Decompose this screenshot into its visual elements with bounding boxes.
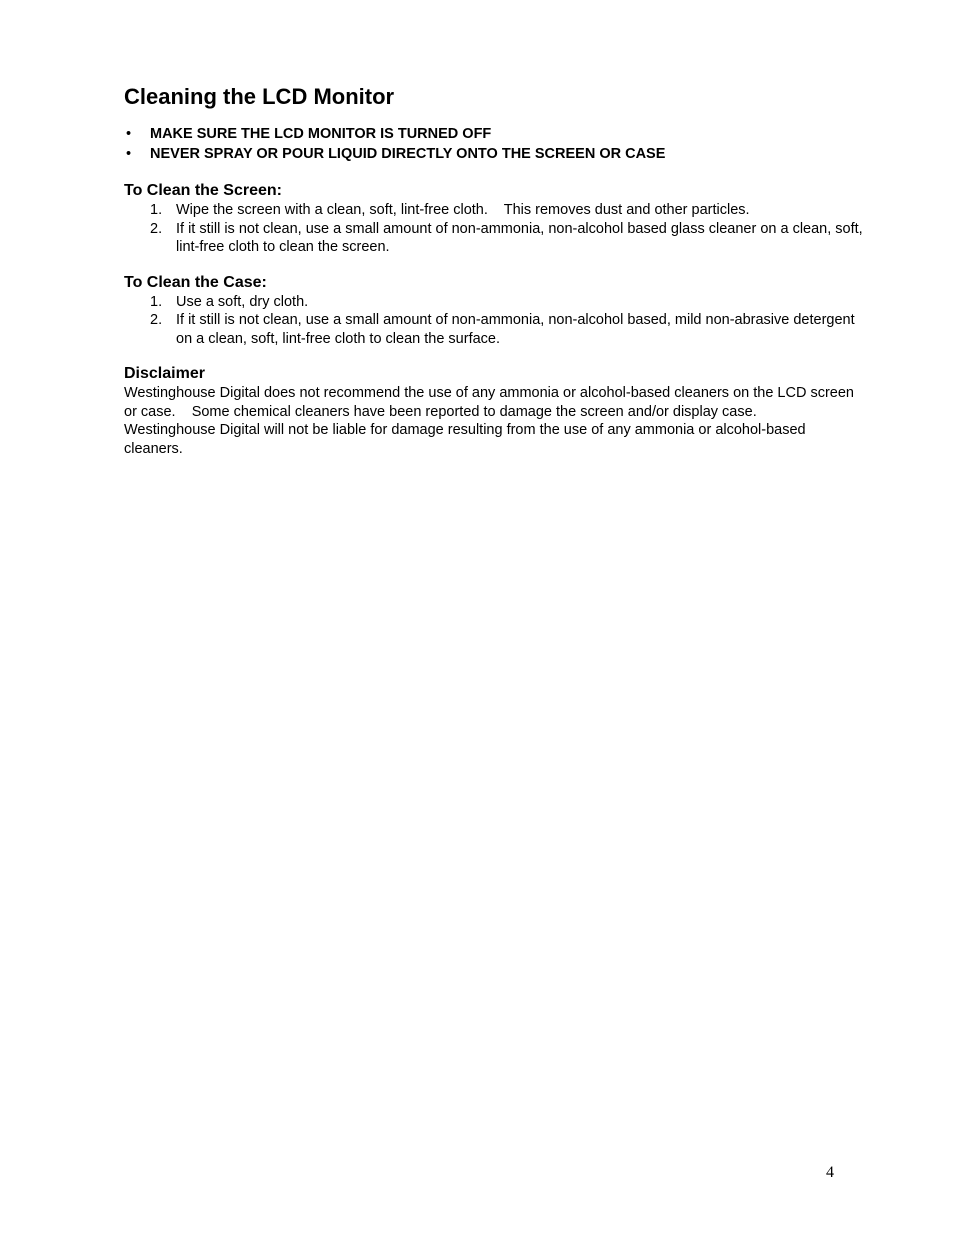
step-number: 1. (150, 202, 163, 218)
warning-text: MAKE SURE THE LCD MONITOR IS TURNED OFF (150, 126, 492, 142)
bullet-icon: • (126, 126, 132, 142)
list-item (124, 201, 864, 220)
step-text: Wipe the screen with a clean, soft, lint-free cloth. This removes dust and other particles. (176, 202, 750, 218)
list-item (124, 220, 864, 257)
bullet-icon: • (126, 146, 132, 162)
warning-list (124, 124, 864, 164)
page-title: Cleaning the LCD Monitor (124, 84, 395, 109)
warning-item (124, 144, 864, 164)
section-heading-screen: To Clean the Screen: (124, 182, 282, 199)
step-number: 2. (150, 312, 163, 328)
section-heading-case: To Clean the Case: (124, 273, 267, 291)
section-heading-disclaimer: Disclaimer (124, 365, 205, 382)
page-number: 4 (826, 1164, 834, 1181)
step-text: Use a soft, dry cloth. (176, 293, 309, 310)
step-number: 2. (150, 220, 163, 237)
step-text: If it still is not clean, use a small amount of non-ammonia, non-alcohol based, mild non-abrasive detergent on a clean, soft, lint-free cloth to clean the surface. (176, 312, 855, 347)
disclaimer-text: Westinghouse Digital does not recommend the use of any ammonia or alcohol-based cleaners on the LCD screen or case. Some chemical cleaners have been reported to damage the screen and/or display case. Westinghouse Digital will not be liable for damage resulting from the use of any ammonia or alcohol-based cleaners. (124, 385, 854, 457)
step-text: If it still is not clean, use a small amount of non-ammonia, non-alcohol based glass cleaner on a clean, soft, lint-free cloth to clean the screen. (176, 220, 863, 255)
case-steps (124, 293, 864, 349)
page-content (124, 84, 864, 458)
list-item (124, 293, 864, 312)
warning-item (124, 124, 864, 144)
screen-steps (124, 201, 864, 257)
step-number: 1. (150, 293, 163, 310)
warning-text: NEVER SPRAY OR POUR LIQUID DIRECTLY ONTO THE SCREEN OR CASE (150, 146, 666, 162)
list-item (124, 311, 864, 348)
